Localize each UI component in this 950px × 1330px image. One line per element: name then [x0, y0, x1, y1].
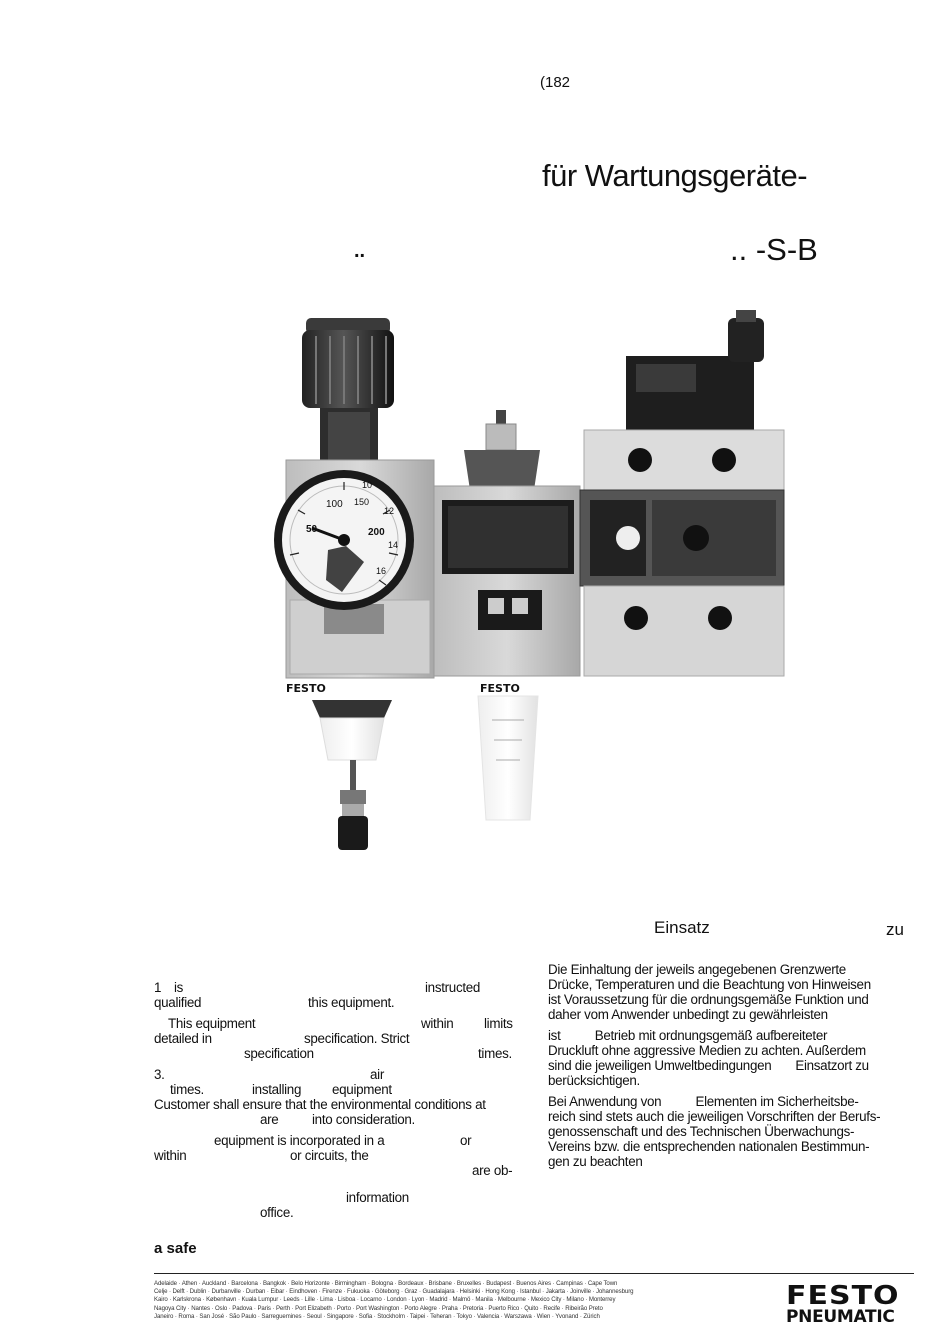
valve-block	[580, 310, 784, 676]
city-list-line: Nagoya City · Nantes · Oslo · Padova · Paris · Perth · Port Elizabeth · Porto · Port Washington · Porto Alegre · Praha · Pretoria · Puerto Rico · Quito · Recife · Ribeirão Preto	[154, 1304, 603, 1312]
english-fragment: qualified	[154, 995, 202, 1010]
english-fragment: is	[174, 980, 184, 995]
english-fragment: within	[421, 1016, 454, 1031]
regulator-bowl	[286, 682, 392, 850]
english-fragment: installing	[252, 1082, 302, 1097]
german-text-line: sind die jeweiligen Umweltbedingungen Einsatzort zu	[548, 1058, 869, 1073]
title-dots: ..	[354, 240, 366, 262]
city-list-line: Adelaide · Athen · Auckland · Barcelona · Bangkok · Belo Horizonte · Birmingham · Bologna · Bordeaux · Brisbane · Bruxelles · Budapest · Buenos Aires · Campinas · Cape Town	[154, 1280, 618, 1287]
english-fragment: Customer shall ensure that the environmental conditions at	[154, 1097, 486, 1112]
city-list-line: Celje · Delft · Dublin · Durbanville · Durban · Eibar · Eindhoven · Firenze · Fukuoka · Göteborg · Graz · Guadalajara · Helsinki · Hong Kong · Istanbul · Jakarta · Joinville · Johannesburg	[154, 1288, 634, 1296]
german-heading-right: zu	[886, 920, 904, 939]
english-fragment: within	[154, 1148, 187, 1163]
german-text-line: gen zu beachten	[548, 1154, 643, 1169]
german-heading-left: Einsatz	[654, 918, 710, 937]
english-fragment: limits	[484, 1016, 513, 1031]
english-fragment: air	[370, 1067, 384, 1082]
english-fragment: or circuits, the	[290, 1148, 369, 1163]
english-fragment: or	[460, 1133, 472, 1148]
gauge-label-16: 16	[376, 566, 387, 576]
english-fragment: times.	[170, 1082, 204, 1097]
german-text-line: Druckluft ohne aggressive Medien zu achten. Außerdem	[548, 1043, 866, 1058]
footer-divider	[154, 1273, 914, 1274]
german-text-line: Vereins bzw. die entsprechenden nationalen Bestimmun-	[548, 1139, 870, 1154]
footer-city-list	[154, 1280, 776, 1321]
festo-logo: FESTO	[786, 1281, 900, 1311]
pneumatic-logo: PNEUMATIC	[786, 1307, 895, 1327]
english-fragment: This equipment	[168, 1016, 256, 1031]
english-fragment: this equipment.	[308, 995, 395, 1010]
product-photo	[268, 300, 788, 860]
german-text-line: ist Voraussetzung für die ordnungsgemäße Funktion und	[548, 992, 869, 1007]
english-fragment: are	[260, 1112, 279, 1127]
title-line-1: für Wartungsgeräte-	[542, 158, 808, 193]
english-fragment: information	[346, 1190, 409, 1205]
german-text-line: Die Einhaltung der jeweils angegebenen Grenzwerte	[548, 962, 846, 977]
safety-note: a safe	[154, 1240, 197, 1257]
document-number: (182	[540, 74, 571, 91]
brand-label-left: FESTO	[286, 682, 326, 695]
gauge-label-100: 100	[326, 499, 343, 510]
german-text-line: Bei Anwendung von Elementen im Sicherheitsbe-	[548, 1094, 859, 1109]
english-fragment: office.	[260, 1205, 294, 1220]
gauge-label-50: 50	[306, 524, 318, 535]
lubricator	[434, 410, 580, 820]
german-text-line: daher vom Anwender unbedingt zu gewährleisten	[548, 1007, 828, 1022]
english-fragment: specification. Strict	[304, 1031, 410, 1046]
german-text-column	[548, 962, 914, 1169]
pressure-gauge	[274, 470, 414, 610]
title-line-2: .. -S-B	[730, 232, 818, 267]
german-text-line: ist Betrieb mit ordnungsgemäß aufbereiteter	[548, 1028, 828, 1043]
gauge-label-14: 14	[388, 540, 399, 550]
english-text-column	[154, 980, 524, 1220]
german-text-line: genossenschaft und des Technischen Überwachungs-	[548, 1124, 855, 1139]
german-text-line: berücksichtigen.	[548, 1073, 640, 1088]
english-fragment: equipment is incorporated in a	[214, 1133, 385, 1148]
german-text-line: Drücke, Temperaturen und die Beachtung von Hinweisen	[548, 977, 871, 992]
english-fragment: are ob-	[472, 1163, 513, 1178]
german-text-line: reich sind stets auch die jeweiligen Vorschriften der Berufs-	[548, 1109, 881, 1124]
regulator-knob	[302, 318, 394, 466]
city-list-line: Kairo · Karlskrona · København · Kuala Lumpur · Leeds · Lille · Lima · Lisboa · Locarno · London · Lyon · Madrid · Malmö · Manila · Melbourne · Mexico City · Milano · Monterrey	[154, 1296, 616, 1304]
english-fragment: times.	[478, 1046, 512, 1061]
gauge-label-10: 10	[362, 480, 373, 490]
brand-label-right: FESTO	[480, 682, 520, 695]
english-fragment: 3.	[154, 1067, 165, 1082]
english-fragment: specification	[244, 1046, 314, 1061]
gauge-label-200: 200	[368, 527, 385, 538]
english-fragment: instructed	[425, 980, 481, 995]
english-fragment: into consideration.	[312, 1112, 415, 1127]
english-fragment: 1	[154, 980, 162, 995]
gauge-label-12: 12	[384, 506, 395, 516]
english-fragment: detailed in	[154, 1031, 212, 1046]
gauge-label-150: 150	[354, 497, 370, 507]
city-list-line: Janeiro · Roma · San José · São Paulo · Sarreguemines · Seoul · Singapore · Sofia · Stockholm · Taipei · Teheran · Tokyo · Valencia · Warszawa · Wien · Yvonand · Zürich	[154, 1312, 600, 1320]
english-fragment: equipment	[332, 1082, 392, 1097]
